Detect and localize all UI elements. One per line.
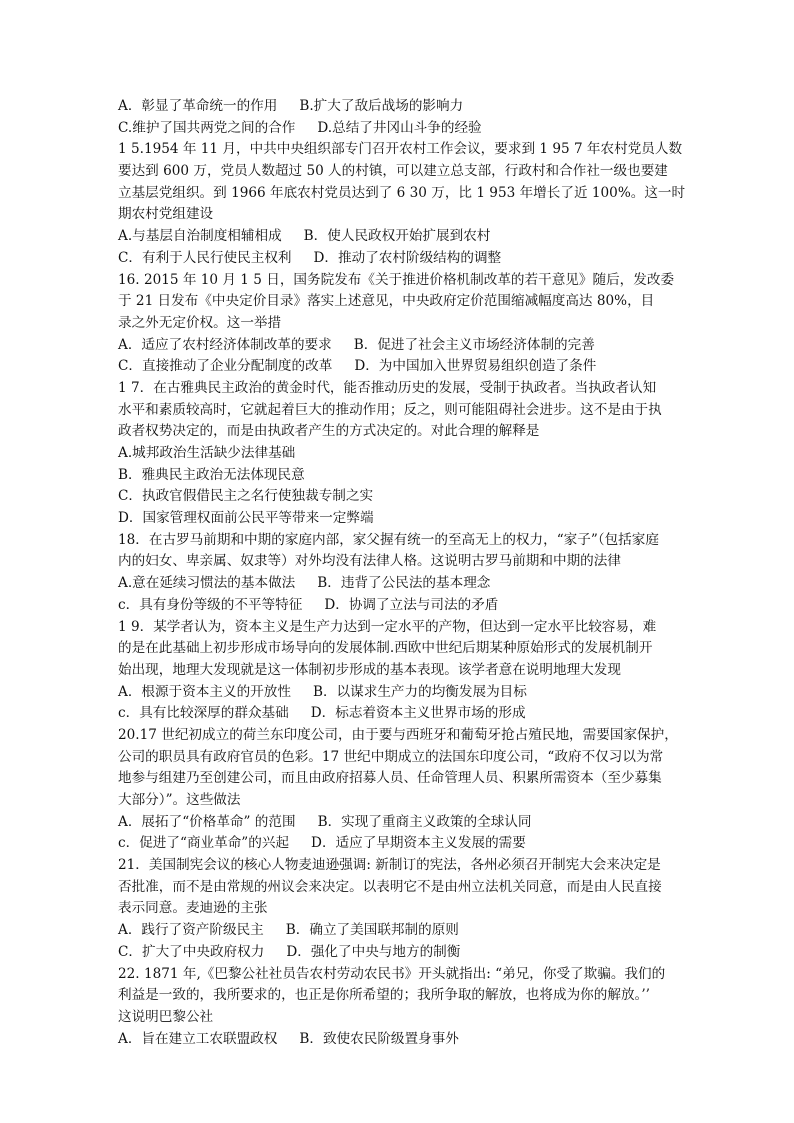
q17-option-b: B．雅典民主政治无法体现民意 [118,466,305,483]
q19-stem-line: 始出现，地理大发现就是这一体制初步形成的基本表现。该学者意在说明地理大发现 [118,661,621,678]
q14-option-d: D.总结了井冈山斗争的经验 [317,119,482,136]
q21-option-d: D．强化了中央与地方的制衡 [286,943,461,960]
q15-stem-line: 要达到 600 万，党员人数超过 50 人的村镇，可以建立总支部，行政村和合作社一级也要建 [118,163,668,180]
q21-stem-line: 否批准，而不是由常规的州议会来决定。以表明它不是由州立法机关同意，而是由人民直接 [118,878,662,895]
q17-option-a: A.城邦政治生活缺少法律基础 [118,445,296,461]
q15-stem-line: 期农村党组建设 [118,206,214,223]
q20-stem-line: 公司的职员具有政府官员的色彩。17 世纪中期成立的法国东印度公司，“政府不仅习以为常 [118,748,664,765]
q18-options-row-1 [118,573,678,595]
q19-stem-line: 1 9．某学者认为，资本主义是生产力达到一定水平的产物，但达到一定水平比较容易，难 [118,618,657,635]
q22-options-row-1 [118,1029,678,1051]
q17-option-c: C．执政官假借民主之名行使独裁专制之实 [118,488,374,505]
q16-option-a: A．适应了农村经济体制改革的要求 [118,336,332,353]
q21-options-row-2 [118,942,678,964]
q21-stem-line: 21．美国制宪会议的核心人物麦迪逊强调: 新制订的宪法，各州必须召开制宪大会来决定是 [118,857,661,874]
q17-stem-line: 1 7．在古雅典民主政治的黄金时代，能否推动历史的发展，受制于执政者。当执政者认知 [118,379,657,396]
q18-option-a: A.意在延续习惯法的基本做法 [118,575,296,592]
q18-stem-line: 内的妇女、卑亲属、奴隶等）对外均没有法律人格。这说明古罗马前期和中期的法律 [118,553,621,570]
q18-option-d: D．协调了立法与司法的矛盾 [324,596,499,613]
q18-option-b: B．违背了公民法的基本理念 [317,575,491,592]
q15-option-c: C．有利于人民行使民主权利 [118,249,292,266]
q21-option-b: B．确立了美国联邦制的原则 [285,922,459,939]
q16-stem-line: 录之外无定价权。这一举措 [118,314,282,331]
q20-option-a: A．展拓了“价格革命” 的范围 [118,813,296,830]
q15-option-b: B．使人民政权开始扩展到农村 [303,228,491,245]
q14-options-row-1 [118,96,678,118]
q21-stem-line: 表示同意。麦迪逊的主张 [118,900,268,917]
q14-option-a: A．彰显了革命统一的作用 [118,98,278,114]
q22-stem-line: 利益是一致的，我所要求的，也正是你所希望的；我所争取的解放，也将成为你的解放。’’ [118,987,650,1004]
q20-stem-line: 大部分）”。这些做法 [118,792,241,808]
q18-options-row-2 [118,595,678,617]
q19-option-c: c．具有比较深厚的群众基础 [118,705,289,722]
q18-option-c: c．具有身份等级的不平等特征 [118,596,303,613]
q19-options-row-1 [118,682,678,704]
q17-stem-line: 水平和素质较高时，它就起着巨大的推动作用；反之，则可能阻碍社会进步。这不是由于执 [118,401,662,418]
q20-stem-line: 地参与组建乃至创建公司，而且由政府招募人员、任命管理人员、积累所需资本（至少募集 [118,770,662,787]
q21-option-c: C．扩大了中央政府权力 [118,943,265,960]
q15-options-row-2 [118,248,678,270]
q22-option-a: A．旨在建立工农联盟政权 [118,1030,278,1047]
q14-option-b: B.扩大了敌后战场的影响力 [299,98,464,114]
q14-option-c: C.维护了国共两党之间的合作 [118,119,296,136]
q17-option-d: D．国家管理权面前公民平等带来一定弊端 [118,510,374,527]
q15-stem-line: 1 5.1954 年 11 月，中共中央组织部专门召开农村工作会议，要求到 1 95 7 年农村党员人数 [118,141,683,158]
q15-options-row-1 [118,226,678,248]
q18-stem-line: 18．在古罗马前期和中期的家庭内部，家父握有统一的至高无上的权力，“家子”（包括家庭 [118,531,659,548]
q21-options-row-1 [118,920,678,942]
exam-page [118,96,686,1050]
q22-option-b: B．致使农民阶级置身事外 [299,1030,459,1047]
q16-option-b: B．促进了社会主义市场经济体制的完善 [353,336,595,353]
q21-option-a: A．践行了资产阶级民主 [118,922,264,939]
q20-options-row-1 [118,812,678,834]
q16-stem-line: 16. 2015 年 10 月 1 5 日，国务院发布《关于推进价格机制改革的若干意见》随后，发改委 [118,271,675,288]
q16-options-row-1 [118,335,678,357]
q20-stem-line: 20.17 世纪初成立的荷兰东印度公司，由于要与西班牙和葡萄牙抢占殖民地，需要国家保护， [118,726,678,743]
q19-option-b: B．以谋求生产力的均衡发展为目标 [312,683,527,700]
q15-stem-line: 立基层党组织。到 1966 年底农村党员达到了 6 30 万，比 1 953 年增长了近 100%。这一时 [118,184,686,201]
q20-option-d: D．适应了早期资本主义发展的需要 [311,835,526,852]
q16-options-row-2 [118,356,678,378]
q19-options-row-2 [118,703,678,725]
q16-stem-line: 于 21 日发布《中央定价目录》落实上述意见，中央政府定价范围缩减幅度高达 80%，目 [118,293,655,310]
q19-option-d: D．标志着资本主义世界市场的形成 [310,705,526,722]
q15-option-a: A.与基层自治制度相辅相成 [118,228,282,245]
q22-stem-line: 这说明巴黎公社 [118,1008,214,1025]
q16-option-c: C．直接推动了企业分配制度的改革 [118,358,333,375]
q15-option-d: D．推动了农村阶级结构的调整 [313,249,502,266]
q20-option-b: B．实现了重商主义政策的全球认同 [317,813,532,830]
q19-option-a: A．根源于资本主义的开放性 [118,683,291,700]
q20-options-row-2 [118,833,678,855]
q17-stem-line: 政者权势决定的，而是由执政者产生的方式决定的。对此合理的解释是 [118,423,540,440]
q22-stem-line: 22. 1871 年,《巴黎公社社员告农村劳动农民书》开头就指出: “弟兄，你受了欺骗。我们的 [118,965,666,982]
q19-stem-line: 的是在此基础上初步形成市场导向的发展体制.西欧中世纪后期某种原始形式的发展机制开 [118,640,653,657]
q20-option-c: c．促进了“商业革命”的兴起 [118,835,290,852]
q16-option-d: D．为中国加入世界贸易组织创造了条件 [354,358,597,375]
q14-options-row-2 [118,118,678,140]
